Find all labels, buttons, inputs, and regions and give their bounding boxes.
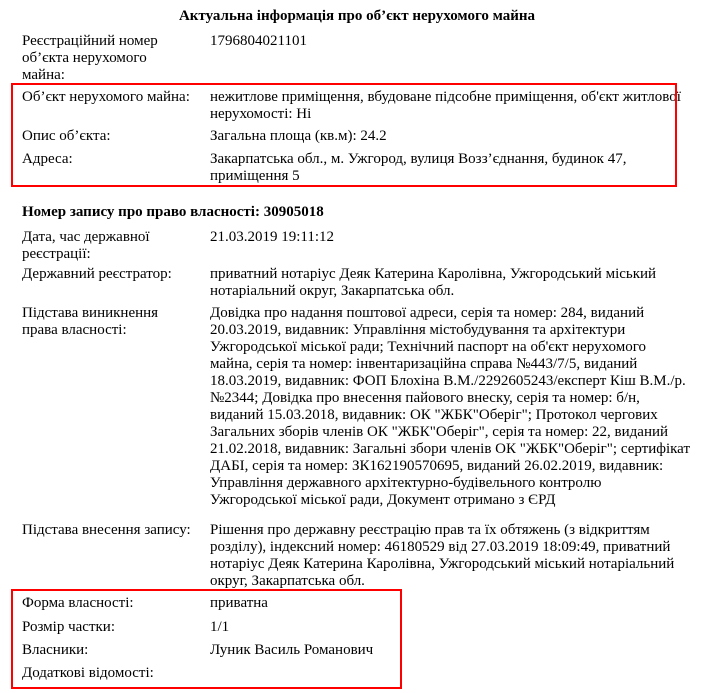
registrar-value: приватний нотаріус Деяк Катерина Каролівна, Ужгородський міський нотаріальний округ, Закарпатська обл. (210, 266, 657, 299)
date-label: Дата, час державної реєстрації: (22, 229, 150, 262)
reg-number-label: Реєстраційний номер об’єкта нерухомого майна: (22, 33, 158, 83)
basis-value: Довідка про надання поштової адреси, серія та номер: 284, виданий 20.03.2019, видавник: Управління містобудування та архітектури Ужгородської міської ради; Технічний паспорт на об'єкт нерухомого майна, серія та номер: інвентаризаційна справа №443/7/5, виданий 18.03.2019, видавник: ФОП Блохіна В.М./2292605243/експерт Кіш В.М./р.№2344; Довідка про внесення пайового внеску, серія та номер: б/н, виданий 15.03.2018, видавник: ОК "ЖБК"Оберіг"; Протокол чергових Загальних зборів членів ОК "ЖБК"Оберіг", серія та номер: 22, виданий 21.02.2018, видавник: Загальні збори членів ОК "ЖБК"Оберіг"; сертифікат ДАБІ, серія та номер: ЗК162190570695, виданий 26.02.2019, видавник: Управління державного архітектурно-будівельного контролю Ужгородської міської ради, Документ отримано з ЄРД (210, 305, 691, 508)
form-value: приватна (210, 595, 268, 611)
description-label: Опис об’єкта: (22, 128, 111, 144)
address-value: Закарпатська обл., м. Ужгород, вулиця Возз’єднання, будинок 47, приміщення 5 (210, 151, 627, 184)
object-label: Об’єкт нерухомого майна: (22, 89, 190, 105)
ownership-section-title: Номер запису про право власності: 30905018 (22, 204, 324, 220)
description-value: Загальна площа (кв.м): 24.2 (210, 128, 387, 144)
registrar-label: Державний реєстратор: (22, 266, 172, 282)
date-value: 21.03.2019 19:11:12 (210, 229, 335, 245)
share-value: 1/1 (210, 619, 230, 635)
document-title: Актуальна інформація про об’єкт нерухомого майна (178, 8, 536, 24)
form-label: Форма власності: (22, 595, 134, 611)
address-label: Адреса: (22, 151, 73, 167)
highlight-ownership-box (11, 589, 402, 689)
owners-value: Луник Василь Романович (210, 642, 374, 658)
share-label: Розмір частки: (22, 619, 115, 635)
reg-number-value: 1796804021101 (210, 33, 307, 49)
highlight-object-box (11, 83, 677, 187)
object-value: нежитлове приміщення, вбудоване підсобне приміщення, об'єкт житлової нерухомості: Ні (210, 89, 681, 122)
entry-basis-label: Підстава внесення запису: (22, 522, 191, 538)
additional-label: Додаткові відомості: (22, 665, 154, 681)
owners-label: Власники: (22, 642, 89, 658)
entry-basis-value: Рішення про державну реєстрацію прав та їх обтяжень (з відкриттям розділу), індексний номер: 46180529 від 27.03.2019 18:09:49, приватний нотаріус Деяк Катерина Каролівна, Ужгородський міський нотаріальний округ, Закарпатська обл. (210, 522, 675, 589)
basis-label: Підстава виникнення права власності: (22, 305, 159, 338)
